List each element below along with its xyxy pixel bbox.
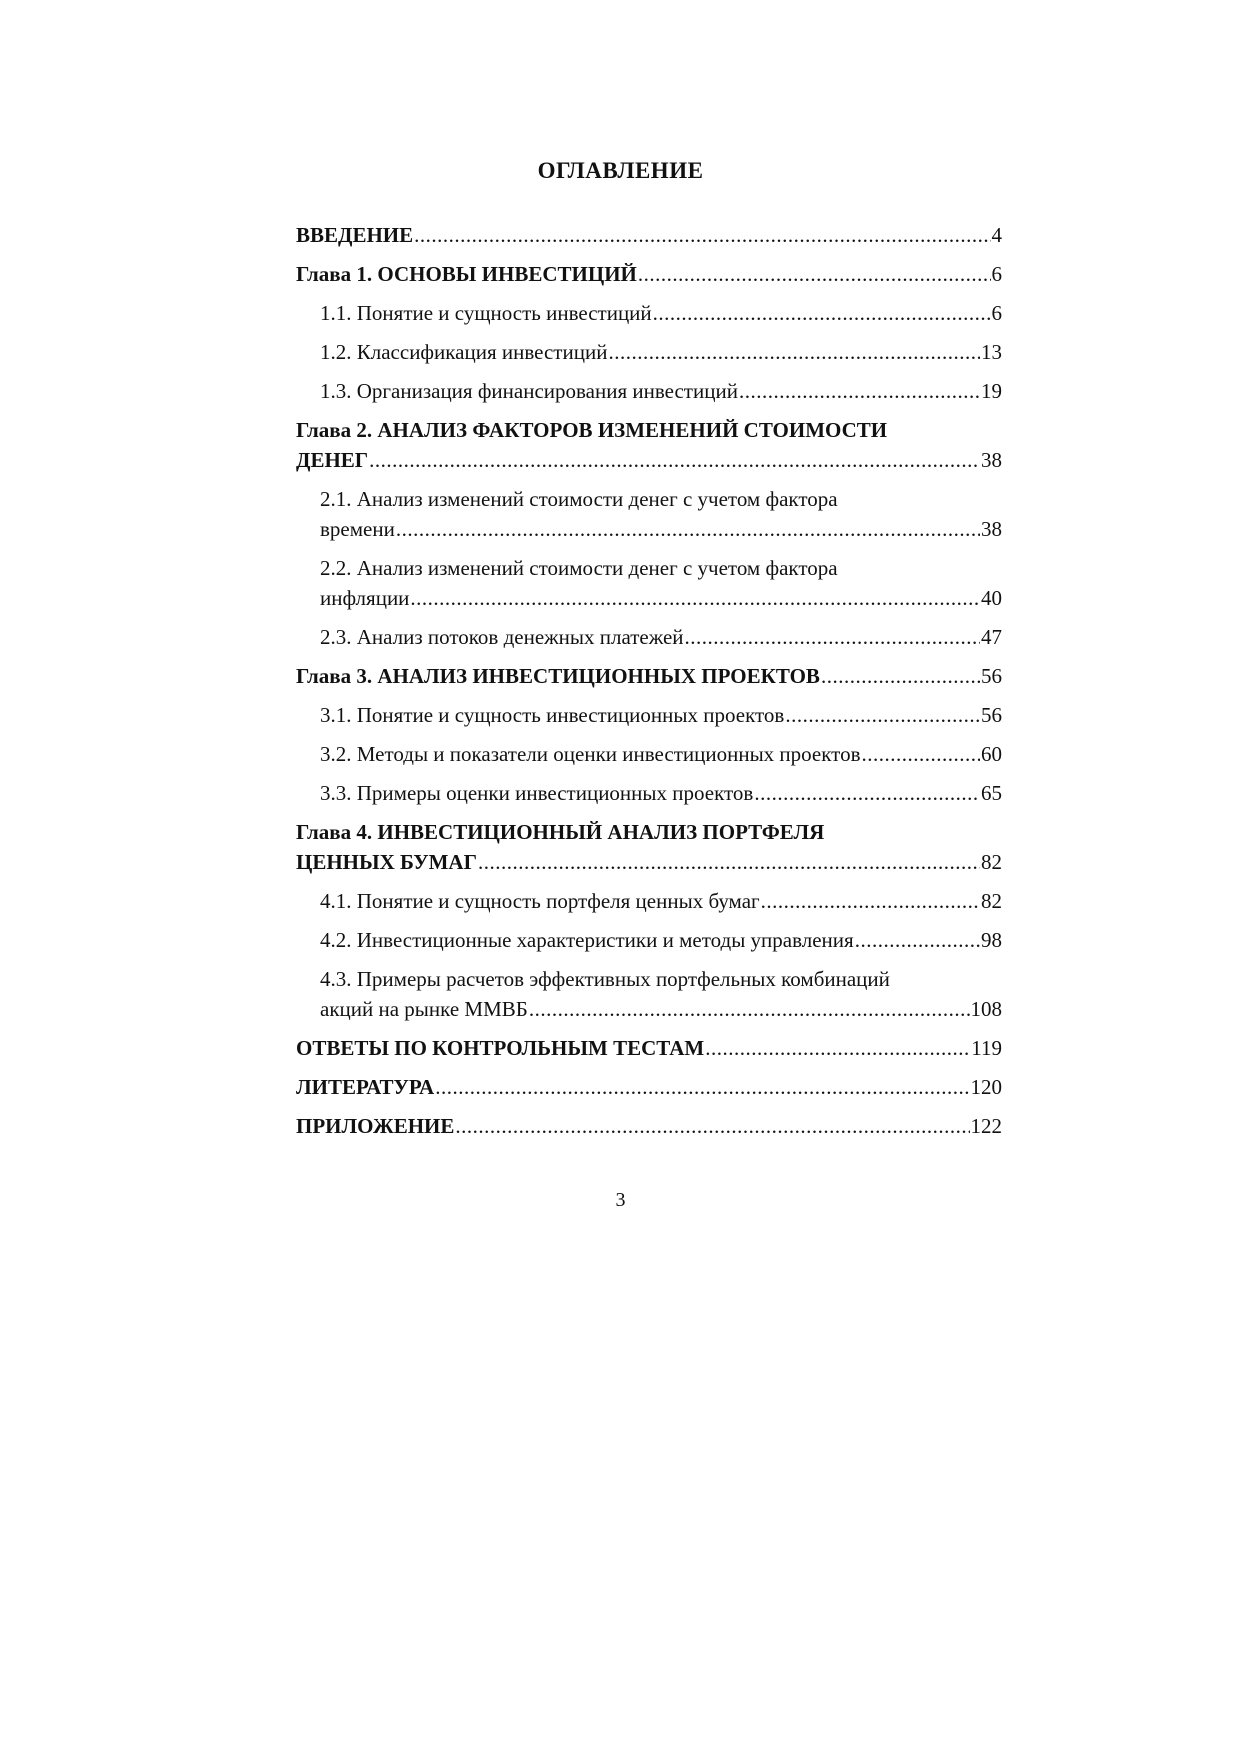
toc-entry-page: 47 <box>981 625 1002 649</box>
toc-entry-section[interactable] <box>296 553 1002 613</box>
toc-entry-chapter[interactable] <box>296 661 1002 691</box>
toc-entry-page: 13 <box>981 340 1002 364</box>
dot-leader <box>861 739 980 769</box>
toc-entry-title: ЦЕННЫХ БУМАГ <box>296 850 477 874</box>
toc-entry-page: 60 <box>981 742 1002 766</box>
dot-leader <box>455 1111 969 1141</box>
dot-leader <box>414 220 990 250</box>
toc-entry-title: Глава 1. ОСНОВЫ ИНВЕСТИЦИЙ <box>296 262 637 286</box>
toc-entry-line <box>320 376 1002 406</box>
toc-entry-line <box>296 220 1002 250</box>
toc-entry-title: 1.2. Классификация инвестиций <box>320 340 608 364</box>
toc-entry-section[interactable] <box>296 964 1002 1024</box>
toc-entry-title: ДЕНЕГ <box>296 448 369 472</box>
toc-entry-page: 6 <box>991 262 1002 286</box>
dot-leader <box>410 583 980 613</box>
toc-entry-section[interactable] <box>296 925 1002 955</box>
toc-entry-line <box>320 514 1002 544</box>
toc-entry-page: 120 <box>970 1075 1002 1099</box>
toc-entry-page: 98 <box>981 928 1002 952</box>
toc-entry-page: 82 <box>981 850 1002 874</box>
toc-entry-page: 19 <box>981 379 1002 403</box>
toc-entry-line <box>296 847 1002 877</box>
dot-leader <box>685 622 980 652</box>
toc-entry-title-line: Глава 2. АНАЛИЗ ФАКТОРОВ ИЗМЕНЕНИЙ СТОИМОСТИ <box>296 418 888 442</box>
toc-entry-title: 3.1. Понятие и сущность инвестиционных проектов <box>320 703 785 727</box>
toc-entry-title-line: 2.2. Анализ изменений стоимости денег с учетом фактора <box>320 556 838 580</box>
toc-entry-page: 65 <box>981 781 1002 805</box>
toc-entry-page: 38 <box>981 448 1002 472</box>
toc-entry-line <box>320 298 1002 328</box>
toc-entry-line <box>296 661 1002 691</box>
toc-entry-title: 3.2. Методы и показатели оценки инвестиционных проектов <box>320 742 861 766</box>
toc-entry-section[interactable] <box>296 622 1002 652</box>
toc-entry-title: инфляции <box>320 586 410 610</box>
toc-entry-section[interactable] <box>296 739 1002 769</box>
toc-entry-title: времени <box>320 517 395 541</box>
toc-entry-title: ВВЕДЕНИЕ <box>296 223 414 247</box>
toc-entry-title: ЛИТЕРАТУРА <box>296 1075 435 1099</box>
dot-leader <box>638 259 991 289</box>
toc-entry-line <box>320 337 1002 367</box>
toc-entry-title: ПРИЛОЖЕНИЕ <box>296 1114 455 1138</box>
toc-entry-title: Глава 3. АНАЛИЗ ИНВЕСТИЦИОННЫХ ПРОЕКТОВ <box>296 664 820 688</box>
toc-entry-line <box>296 1072 1002 1102</box>
dot-leader <box>761 886 980 916</box>
toc-entry-chapter[interactable] <box>296 1072 1002 1102</box>
toc-entry-line <box>296 1111 1002 1141</box>
dot-leader <box>821 661 980 691</box>
toc-entry-chapter[interactable] <box>296 220 1002 250</box>
dot-leader <box>739 376 980 406</box>
toc-entry-page: 56 <box>981 664 1002 688</box>
toc-entry-chapter[interactable] <box>296 817 1002 877</box>
dot-leader <box>396 514 980 544</box>
page-number: 3 <box>615 1189 626 1211</box>
toc-entry-title: 2.3. Анализ потоков денежных платежей <box>320 625 684 649</box>
toc-entry-line <box>320 778 1002 808</box>
toc-entry-title: 4.1. Понятие и сущность портфеля ценных бумаг <box>320 889 760 913</box>
toc-entry-line <box>320 886 1002 916</box>
dot-leader <box>785 700 980 730</box>
toc-entry-chapter[interactable] <box>296 415 1002 475</box>
dot-leader <box>369 445 980 475</box>
dot-leader <box>478 847 980 877</box>
table-of-contents <box>296 220 1002 1150</box>
dot-leader <box>608 337 980 367</box>
toc-entry-line <box>296 259 1002 289</box>
toc-entry-title: акций на рынке ММВБ <box>320 997 528 1021</box>
toc-entry-page: 38 <box>981 517 1002 541</box>
toc-entry-section[interactable] <box>296 700 1002 730</box>
toc-entry-title: 3.3. Примеры оценки инвестиционных проектов <box>320 781 754 805</box>
toc-entry-page: 40 <box>981 586 1002 610</box>
toc-entry-title-line: 2.1. Анализ изменений стоимости денег с учетом фактора <box>320 487 838 511</box>
toc-entry-section[interactable] <box>296 778 1002 808</box>
dot-leader <box>653 298 991 328</box>
toc-entry-section[interactable] <box>296 337 1002 367</box>
toc-entry-chapter[interactable] <box>296 1111 1002 1141</box>
toc-entry-section[interactable] <box>296 484 1002 544</box>
toc-entry-page: 4 <box>991 223 1002 247</box>
toc-entry-title-line: Глава 4. ИНВЕСТИЦИОННЫЙ АНАЛИЗ ПОРТФЕЛЯ <box>296 820 825 844</box>
toc-entry-line <box>320 739 1002 769</box>
toc-entry-line <box>296 1033 1002 1063</box>
toc-entry-page: 119 <box>971 1036 1002 1060</box>
toc-entry-title: 4.2. Инвестиционные характеристики и методы управления <box>320 928 854 952</box>
toc-entry-section[interactable] <box>296 298 1002 328</box>
toc-entry-section[interactable] <box>296 376 1002 406</box>
toc-entry-title: 1.1. Понятие и сущность инвестиций <box>320 301 652 325</box>
dot-leader <box>529 994 970 1024</box>
toc-entry-line <box>320 583 1002 613</box>
toc-entry-page: 82 <box>981 889 1002 913</box>
toc-entry-title: ОТВЕТЫ ПО КОНТРОЛЬНЫМ ТЕСТАМ <box>296 1036 705 1060</box>
toc-entry-line <box>320 994 1002 1024</box>
toc-entry-chapter[interactable] <box>296 259 1002 289</box>
dot-leader <box>855 925 980 955</box>
dot-leader <box>705 1033 970 1063</box>
dot-leader <box>754 778 980 808</box>
toc-entry-title: 1.3. Организация финансирования инвестиций <box>320 379 738 403</box>
toc-entry-page: 6 <box>991 301 1002 325</box>
toc-entry-line <box>320 622 1002 652</box>
toc-entry-title-line: 4.3. Примеры расчетов эффективных портфельных комбинаций <box>320 967 890 991</box>
toc-entry-chapter[interactable] <box>296 1033 1002 1063</box>
toc-entry-section[interactable] <box>296 886 1002 916</box>
toc-entry-page: 108 <box>970 997 1002 1021</box>
toc-entry-line <box>320 700 1002 730</box>
toc-entry-page: 122 <box>970 1114 1002 1138</box>
dot-leader <box>435 1072 969 1102</box>
toc-entry-line <box>320 925 1002 955</box>
page-title: ОГЛАВЛЕНИЕ <box>537 158 704 183</box>
toc-entry-page: 56 <box>981 703 1002 727</box>
toc-entry-line <box>296 445 1002 475</box>
